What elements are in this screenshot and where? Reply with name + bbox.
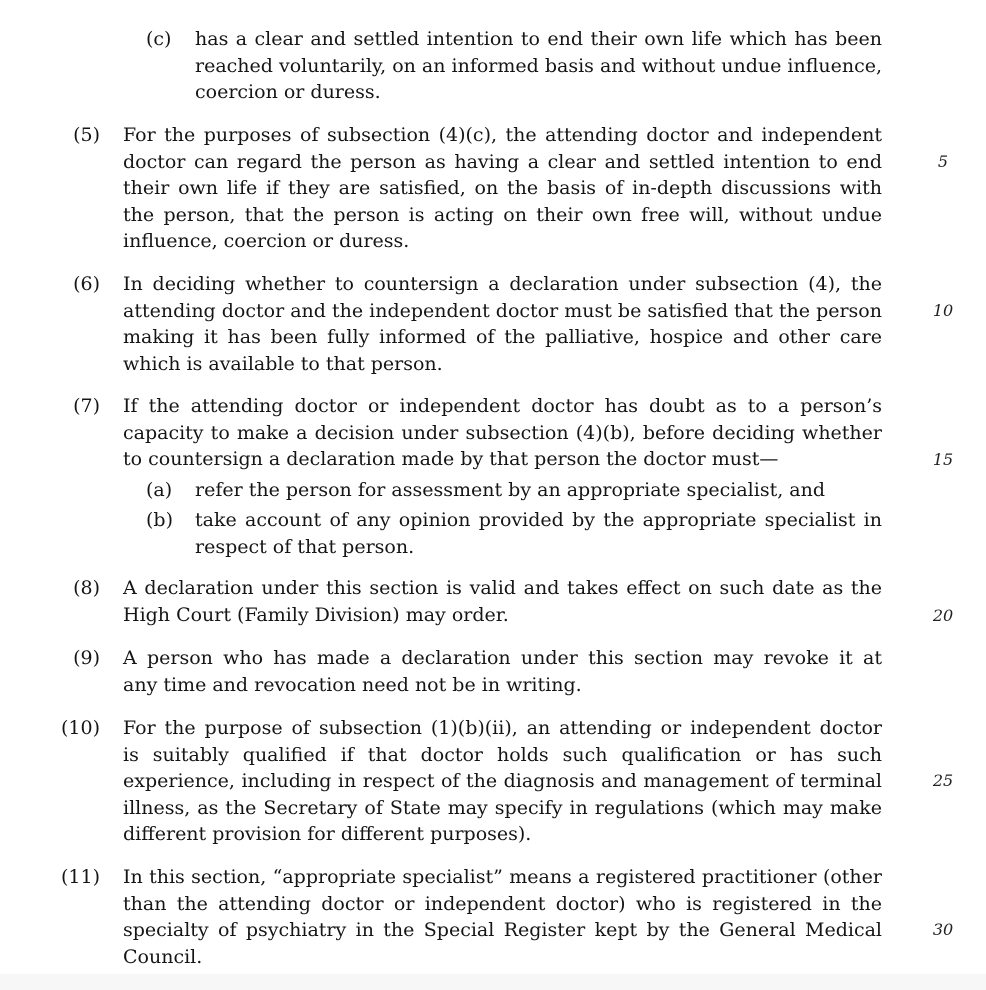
paragraph-label: (a) (146, 479, 173, 501)
subsection-8 (40, 575, 882, 628)
margin-line-number: 20 (932, 606, 954, 625)
text-line: any time and revocation need not be in writing. (123, 673, 582, 696)
bottom-edge-shade (0, 974, 986, 990)
subsection-11 (40, 864, 882, 970)
paragraph-4c (140, 26, 882, 106)
subsection-number: (11) (60, 866, 100, 888)
text-line: different provision for different purposes). (123, 823, 532, 845)
margin-line-number: 25 (932, 771, 954, 790)
text-line: making it has been fully informed of the palliative, hospice and other care (123, 326, 882, 348)
text-line: take account of any opinion provided by the appropriate specialist in (195, 509, 882, 531)
text-line: is suitably qualified if that doctor holds such qualification or has such (123, 743, 882, 766)
text-line: has a clear and settled intention to end their own life which has been (195, 28, 882, 50)
text-line: than the attending doctor or independent doctor) who is registered in the (123, 892, 882, 915)
text-line: doctor can regard the person as having a clear and settled intention to end (123, 150, 882, 173)
subsection-7 (40, 393, 882, 473)
subsection-10 (40, 715, 882, 848)
text-line: coercion or duress. (195, 81, 381, 103)
text-line: their own life if they are satisfied, on the basis of in-depth discussions with (123, 177, 882, 199)
text-line: A declaration under this section is valid and takes effect on such date as the (123, 577, 882, 599)
text-line: to countersign a declaration made by that person the doctor must— (123, 448, 779, 470)
subsection-number: (9) (73, 647, 100, 669)
paragraph-label: (c) (146, 28, 172, 50)
text-line: which is available to that person. (123, 352, 443, 375)
text-line: illness, as the Secretary of State may specify in regulations (which may make (123, 796, 882, 819)
margin-line-number: 15 (932, 450, 954, 469)
text-line: In this section, “appropriate specialist” means a registered practitioner (other (123, 866, 882, 888)
subsection-9 (40, 645, 882, 698)
subsection-6 (40, 271, 882, 377)
text-line: respect of that person. (195, 535, 415, 558)
text-line: reached voluntarily, on an informed basis and without undue influence, (195, 54, 883, 77)
subsection-number: (6) (73, 273, 100, 295)
text-line: experience, including in respect of the diagnosis and management of terminal (123, 770, 882, 792)
text-line: If the attending doctor or independent doctor has doubt as to a person’s (123, 395, 882, 417)
paragraph-label: (b) (146, 509, 173, 531)
text-line: capacity to make a decision under subsection (4)(b), before deciding whether (123, 421, 882, 444)
subsection-number: (5) (73, 124, 100, 146)
text-line: A person who has made a declaration under this section may revoke it at (123, 647, 882, 669)
text-line: specialty of psychiatry in the Special Register kept by the General Medical (123, 919, 882, 941)
text-line: influence, coercion or duress. (123, 230, 410, 252)
text-line: In deciding whether to countersign a declaration under subsection (4), the (123, 273, 882, 295)
text-line: High Court (Family Division) may order. (123, 603, 509, 626)
margin-line-number: 30 (932, 920, 954, 939)
subsection-number: (7) (73, 395, 100, 417)
paragraph-7b (140, 507, 882, 560)
text-line: attending doctor and the independent doctor must be satisfied that the person (123, 299, 882, 322)
text-line: refer the person for assessment by an appropriate specialist, and (195, 479, 826, 501)
subsection-number: (8) (73, 577, 100, 599)
margin-line-number: 10 (932, 301, 954, 320)
subsection-number: (10) (60, 717, 100, 739)
text-line: Council. (123, 945, 203, 968)
subsection-5 (40, 122, 882, 255)
text-line: For the purpose of subsection (1)(b)(ii), an attending or independent doctor (123, 717, 882, 739)
text-line: the person, that the person is acting on their own free will, without undue (123, 203, 882, 226)
paragraph-7a (140, 477, 882, 504)
margin-line-number: 5 (937, 152, 949, 171)
text-line: For the purposes of subsection (4)(c), the attending doctor and independent (123, 124, 882, 146)
